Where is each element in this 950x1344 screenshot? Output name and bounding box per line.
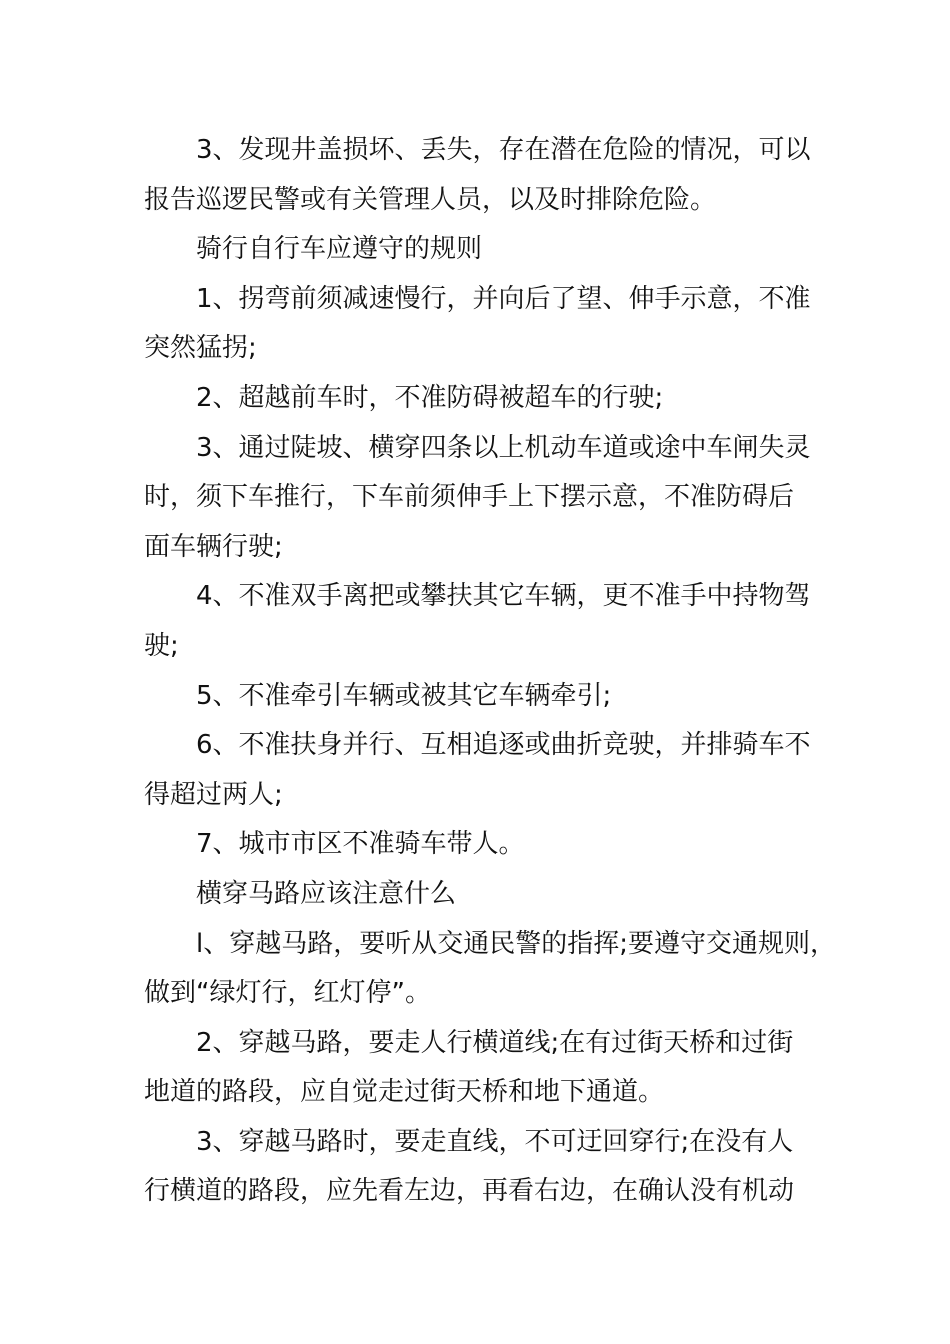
text-line: 行横道的路段，应先看左边，再看右边，在确认没有机动: [144, 1176, 795, 1207]
text-line: 3、穿越马路时，要走直线，不可迂回穿行;在没有人: [196, 1126, 794, 1157]
text-line: l、穿越马路，要听从交通民警的指挥;要遵守交通规则，: [196, 928, 836, 959]
paragraph-crossing-3: [144, 1118, 834, 1217]
document-body: [144, 126, 834, 1217]
paragraph-crossing-1: [144, 920, 834, 1019]
text-line: 报告巡逻民警或有关管理人员，以及时排除危险。: [144, 184, 717, 215]
text-line: 地道的路段，应自觉走过街天桥和地下通道。: [144, 1077, 665, 1108]
text-line: 5、不准牵引车辆或被其它车辆牵引;: [196, 680, 612, 711]
paragraph-rule-3: [144, 424, 834, 573]
paragraph-rule-7: [144, 820, 834, 870]
text-line: 突然猛拐;: [144, 333, 257, 364]
text-line: 驶;: [144, 630, 179, 661]
paragraph-rule-6: [144, 721, 834, 820]
text-line: 得超过两人;: [144, 779, 283, 810]
text-line: 3、通过陡坡、横穿四条以上机动车道或途中车闸失灵: [196, 432, 811, 463]
text-line: 骑行自行车应遵守的规则: [196, 234, 483, 265]
paragraph-manhole-report: [144, 126, 834, 225]
text-line: 2、穿越马路，要走人行横道线;在有过街天桥和过街: [196, 1027, 794, 1058]
section-heading-crossing-road: [144, 870, 834, 920]
section-heading-bicycle-rules: [144, 225, 834, 275]
text-line: 做到“绿灯行，红灯停”。: [144, 978, 431, 1009]
text-line: 面车辆行驶;: [144, 531, 283, 562]
paragraph-rule-2: [144, 374, 834, 424]
paragraph-rule-1: [144, 275, 834, 374]
text-line: 2、超越前车时，不准防碍被超车的行驶;: [196, 382, 664, 413]
text-line: 4、不准双手离把或攀扶其它车辆，更不准手中持物驾: [196, 581, 811, 612]
text-line: 3、发现井盖损坏、丢失，存在潜在危险的情况，可以: [196, 135, 811, 165]
paragraph-crossing-2: [144, 1019, 834, 1118]
text-line: 横穿马路应该注意什么: [196, 878, 457, 909]
text-line: 1、拐弯前须减速慢行，并向后了望、伸手示意，不准: [196, 283, 811, 314]
paragraph-rule-4: [144, 572, 834, 671]
text-line: 时，须下车推行，下车前须伸手上下摆示意，不准防碍后: [144, 482, 795, 513]
text-line: 7、城市市区不准骑车带人。: [196, 829, 525, 860]
paragraph-rule-5: [144, 672, 834, 722]
text-line: 6、不准扶身并行、互相追逐或曲折竞驶，并排骑车不: [196, 730, 811, 761]
